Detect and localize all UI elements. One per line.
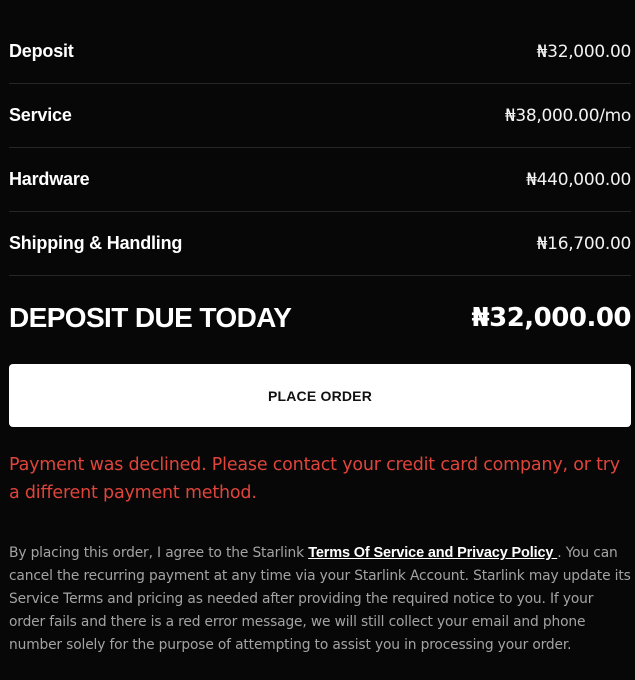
legal-disclaimer: [9, 542, 631, 657]
total-label: DEPOSIT DUE TODAY: [9, 302, 292, 333]
shipping-value: ₦16,700.00: [536, 233, 631, 254]
terms-privacy-link[interactable]: Terms Of Service and Privacy Policy: [308, 545, 558, 561]
total-value: ₦32,000.00: [471, 303, 631, 333]
order-summary: [9, 20, 631, 657]
service-value: ₦38,000.00/mo: [504, 105, 631, 126]
deposit-label: Deposit: [9, 41, 74, 61]
deposit-due-today: [9, 276, 631, 360]
hardware-value: ₦440,000.00: [526, 169, 631, 190]
legal-suffix: . You can cancel the recurring payment at any time via your Starlink Account. Starlink may update its Service Terms and pricing as needed after providing the required notice to you. If your order fails and there is a red error message, we will still collect your email and phone number solely for the purpose of attempting to assist you in processing your order.: [9, 545, 631, 653]
place-order-label: PLACE ORDER: [267, 387, 373, 404]
summary-row-deposit: [9, 20, 631, 84]
place-order-button[interactable]: [9, 364, 631, 427]
payment-error-message: Payment was declined. Please contact your credit card company, or try a different payment method.: [9, 455, 620, 503]
legal-prefix: By placing this order, I agree to the Starlink: [9, 545, 309, 561]
summary-row-hardware: [9, 148, 631, 212]
service-label: Service: [9, 105, 72, 125]
shipping-label: Shipping & Handling: [9, 233, 183, 253]
hardware-label: Hardware: [9, 169, 90, 189]
deposit-value: ₦32,000.00: [536, 41, 631, 62]
summary-row-shipping: [9, 212, 631, 276]
summary-row-service: [9, 84, 631, 148]
